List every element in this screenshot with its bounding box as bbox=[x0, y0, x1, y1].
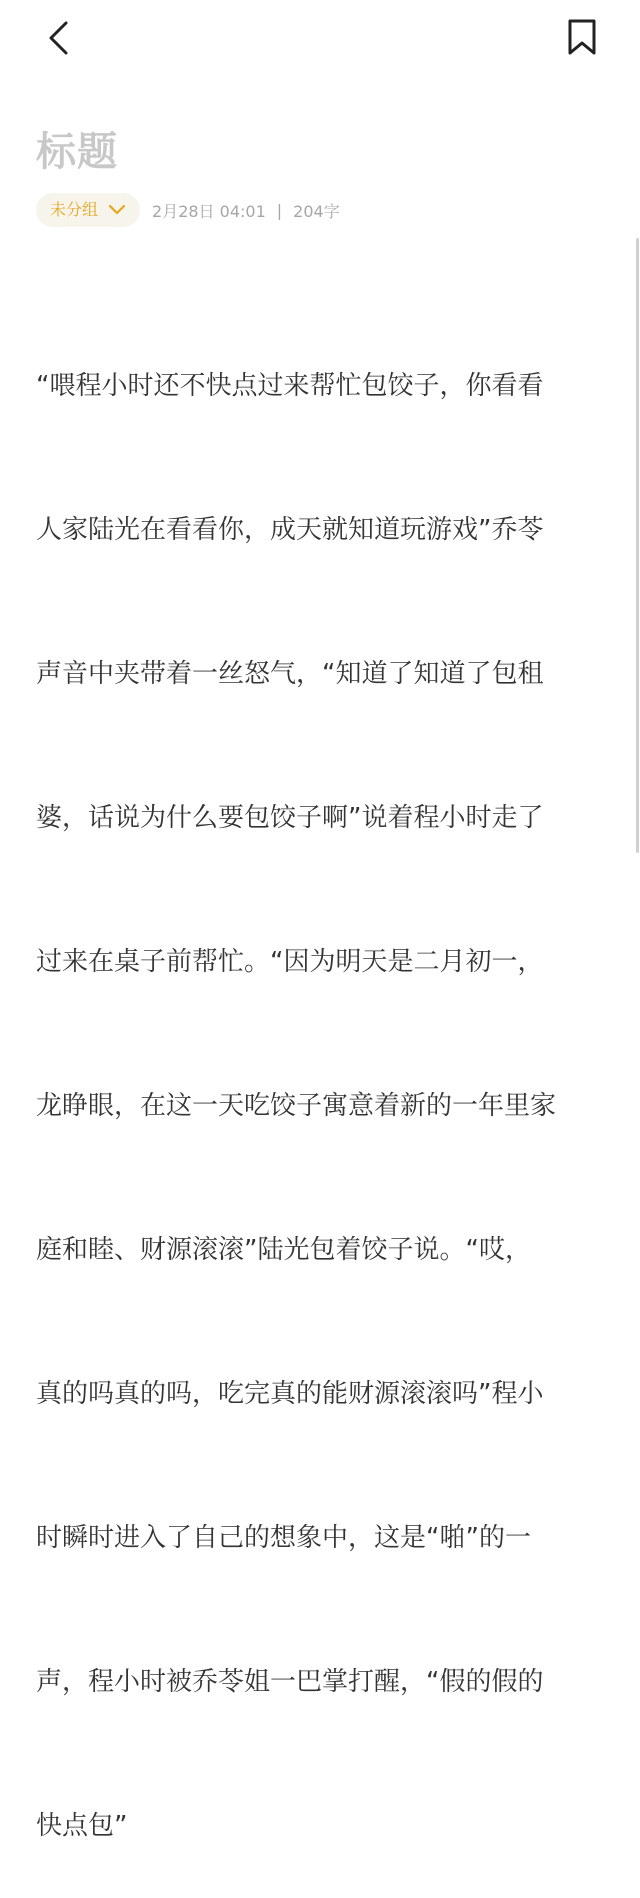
chevron-down-icon bbox=[108, 204, 126, 216]
note-info bbox=[152, 199, 340, 222]
bookmark-button[interactable] bbox=[562, 16, 602, 58]
bookmark-icon bbox=[566, 18, 598, 56]
body-line: 龙睁眼，在这一天吃饺子寓意着新的一年里家 bbox=[36, 1091, 557, 1121]
note-date: 2月28日 04:01 bbox=[152, 201, 266, 221]
top-bar bbox=[0, 0, 640, 80]
body-line: 声音中夹带着一丝怒气，“知道了知道了包租 bbox=[36, 659, 544, 689]
note-title[interactable]: 标题 bbox=[36, 129, 118, 175]
meta-separator: | bbox=[276, 200, 283, 220]
body-line: 人家陆光在看看你，成天就知道玩游戏”乔苓 bbox=[36, 515, 544, 545]
body-line: 过来在桌子前帮忙。“因为明天是二月初一， bbox=[36, 947, 544, 977]
group-selector[interactable] bbox=[36, 193, 140, 227]
note-body[interactable] bbox=[36, 266, 608, 1898]
chevron-left-icon bbox=[46, 20, 70, 56]
back-button[interactable] bbox=[40, 18, 76, 58]
body-line: 时瞬时进入了自己的想象中，这是“啪”的一 bbox=[36, 1523, 531, 1553]
body-line: 声，程小时被乔苓姐一巴掌打醒，“假的假的 bbox=[36, 1667, 544, 1697]
word-count: 204字 bbox=[293, 201, 340, 221]
body-line: “喂程小时还不快点过来帮忙包饺子，你看看 bbox=[36, 371, 544, 401]
note-meta bbox=[36, 192, 340, 228]
body-line: 快点包” bbox=[36, 1811, 128, 1841]
scrollbar[interactable] bbox=[636, 238, 639, 853]
body-line: 婆，话说为什么要包饺子啊”说着程小时走了 bbox=[36, 803, 544, 833]
group-label: 未分组 bbox=[50, 200, 99, 219]
body-line: 真的吗真的吗，吃完真的能财源滚滚吗”程小 bbox=[36, 1379, 544, 1409]
body-line: 庭和睦、财源滚滚”陆光包着饺子说。“哎， bbox=[36, 1235, 531, 1265]
